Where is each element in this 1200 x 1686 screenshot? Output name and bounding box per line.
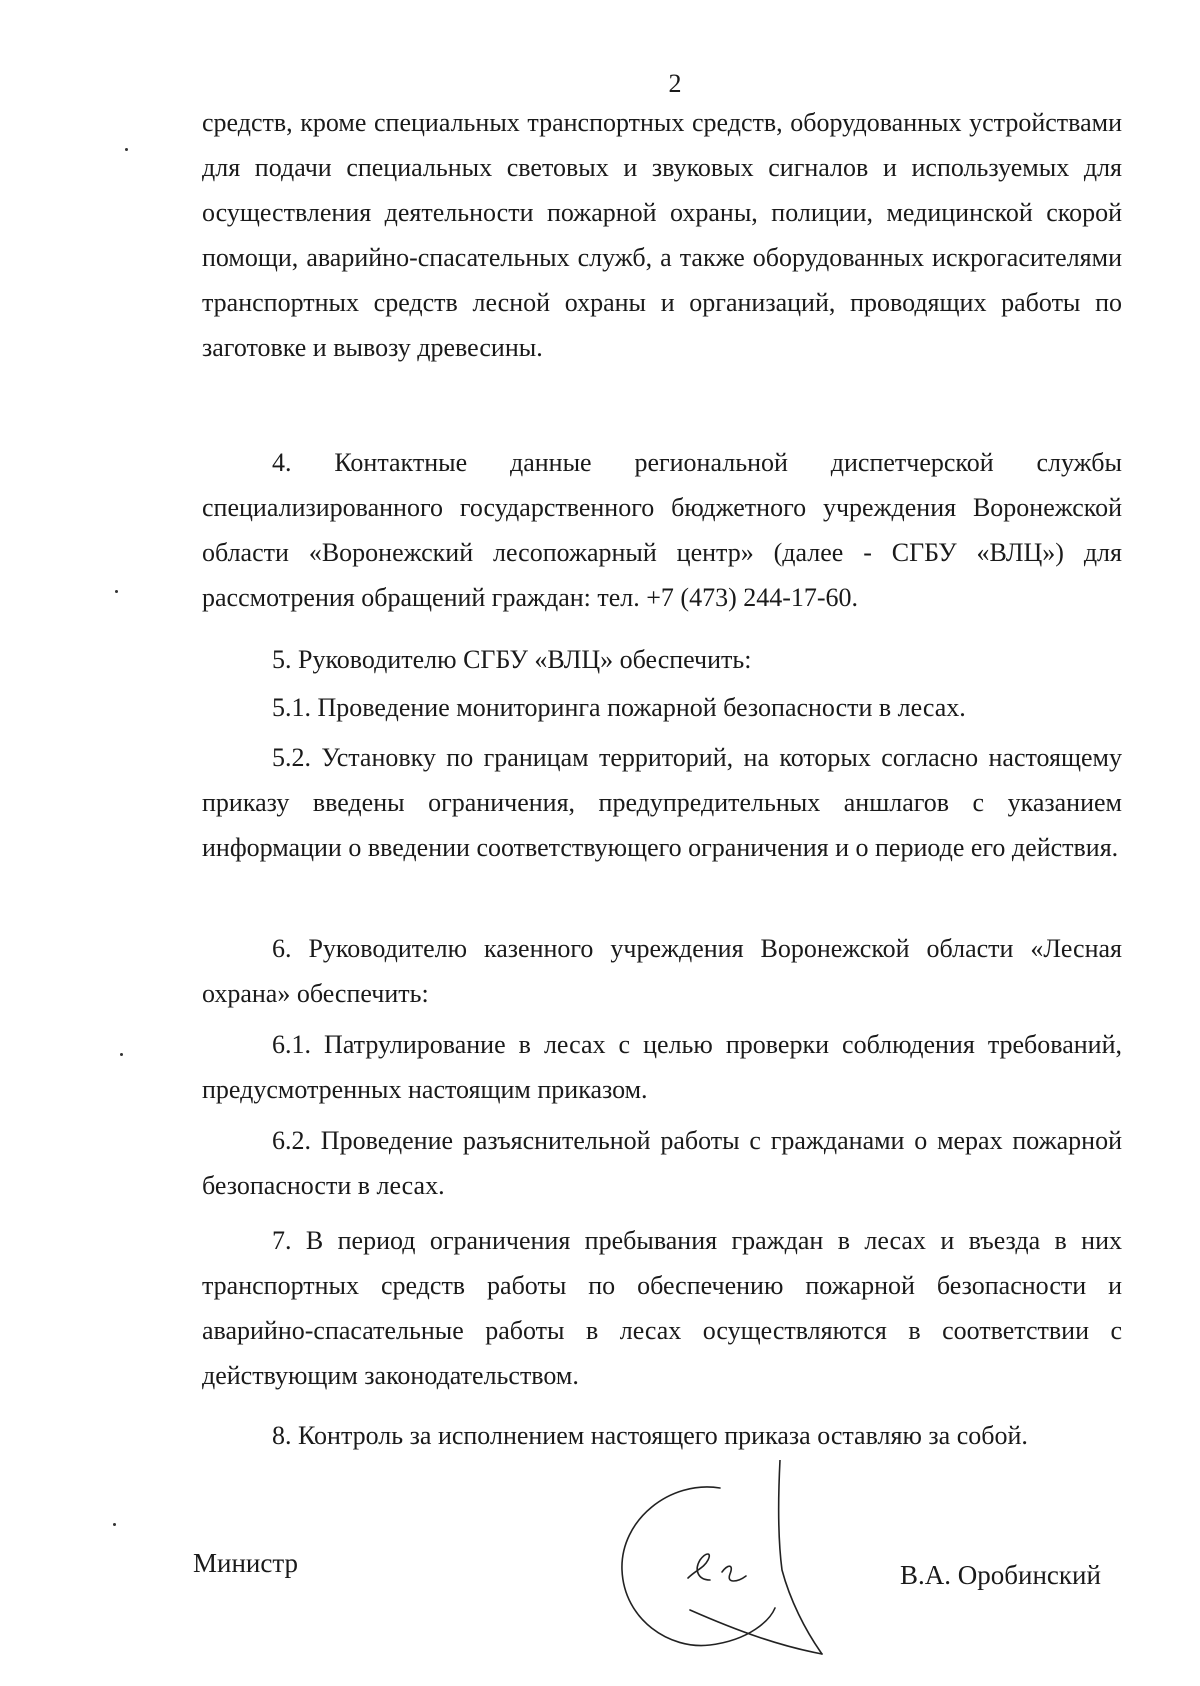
paragraph-7-text: 7. В период ограничения пребывания граждан в лесах и въезда в них транспортных средств работы по обеспечению пожарной безопасности и аварийно-спасательные работы в лесах осуществляются в соответствии с действующим законодательством. (202, 1226, 1122, 1390)
paragraph-5-2-text: 5.2. Установку по границам территорий, на которых согласно настоящему приказу введены ограничения, предупредительных аншлагов с указанием информации о введении соответствующего ограничения и о периоде его действия. (202, 743, 1122, 862)
paragraph-6-1 (202, 1022, 1122, 1112)
handwritten-signature (600, 1460, 880, 1660)
paragraph-6-text: 6. Руководителю казенного учреждения Воронежской области «Лесная охрана» обеспечить: (202, 934, 1122, 1008)
signature-hook (688, 1554, 710, 1580)
paragraph-6 (202, 926, 1122, 1016)
margin-mark (113, 1523, 116, 1526)
paragraph-4-text: 4. Контактные данные региональной диспетчерской службы специализированного государственного бюджетного учреждения Воронежской области «Воронежский лесопожарный центр» (далее - СГБУ «ВЛЦ») для рассмотрения обращений граждан: тел. +7 (473) 244-17-60. (202, 448, 1122, 612)
paragraph-6-2-text: 6.2. Проведение разъяснительной работы с гражданами о мерах пожарной безопасности в лесах. (202, 1126, 1122, 1200)
paragraph-8-text: 8. Контроль за исполнением настоящего приказа оставляю за собой. (272, 1421, 1028, 1450)
signatory-title: Министр (193, 1548, 298, 1578)
paragraph-5 (202, 637, 1122, 682)
paragraph-6-1-text: 6.1. Патрулирование в лесах с целью проверки соблюдения требований, предусмотренных настоящим приказом. (202, 1030, 1122, 1104)
signature-small-curve (722, 1566, 746, 1581)
paragraph-6-2 (202, 1118, 1122, 1208)
signature-tail (690, 1610, 822, 1654)
paragraph-4 (202, 440, 1122, 620)
margin-mark (120, 1053, 123, 1056)
signatory-name: В.А. Оробинский (900, 1560, 1101, 1590)
signature-loop (622, 1487, 775, 1646)
paragraph-5-1 (202, 685, 1122, 730)
signature-slash (779, 1460, 822, 1654)
paragraph-continuation (202, 100, 1122, 370)
paragraph-5-text: 5. Руководителю СГБУ «ВЛЦ» обеспечить: (272, 645, 752, 674)
margin-mark (125, 148, 128, 151)
page-number: 2 (668, 69, 682, 98)
paragraph-8 (202, 1413, 1122, 1458)
paragraph-7 (202, 1218, 1122, 1398)
paragraph-5-1-text: 5.1. Проведение мониторинга пожарной безопасности в лесах. (272, 693, 966, 722)
paragraph-5-2 (202, 735, 1122, 870)
margin-mark (115, 590, 118, 593)
paragraph-3-tail: средств, кроме специальных транспортных средств, оборудованных устройствами для подачи специальных световых и звуковых сигналов и используемых для осуществления деятельности пожарной охраны, полиции, медицинской скорой помощи, аварийно-спасательных служб, а также оборудованных искрогасителями транспортных средств лесной охраны и организаций, проводящих работы по заготовке и вывозу древесины. (202, 108, 1122, 362)
